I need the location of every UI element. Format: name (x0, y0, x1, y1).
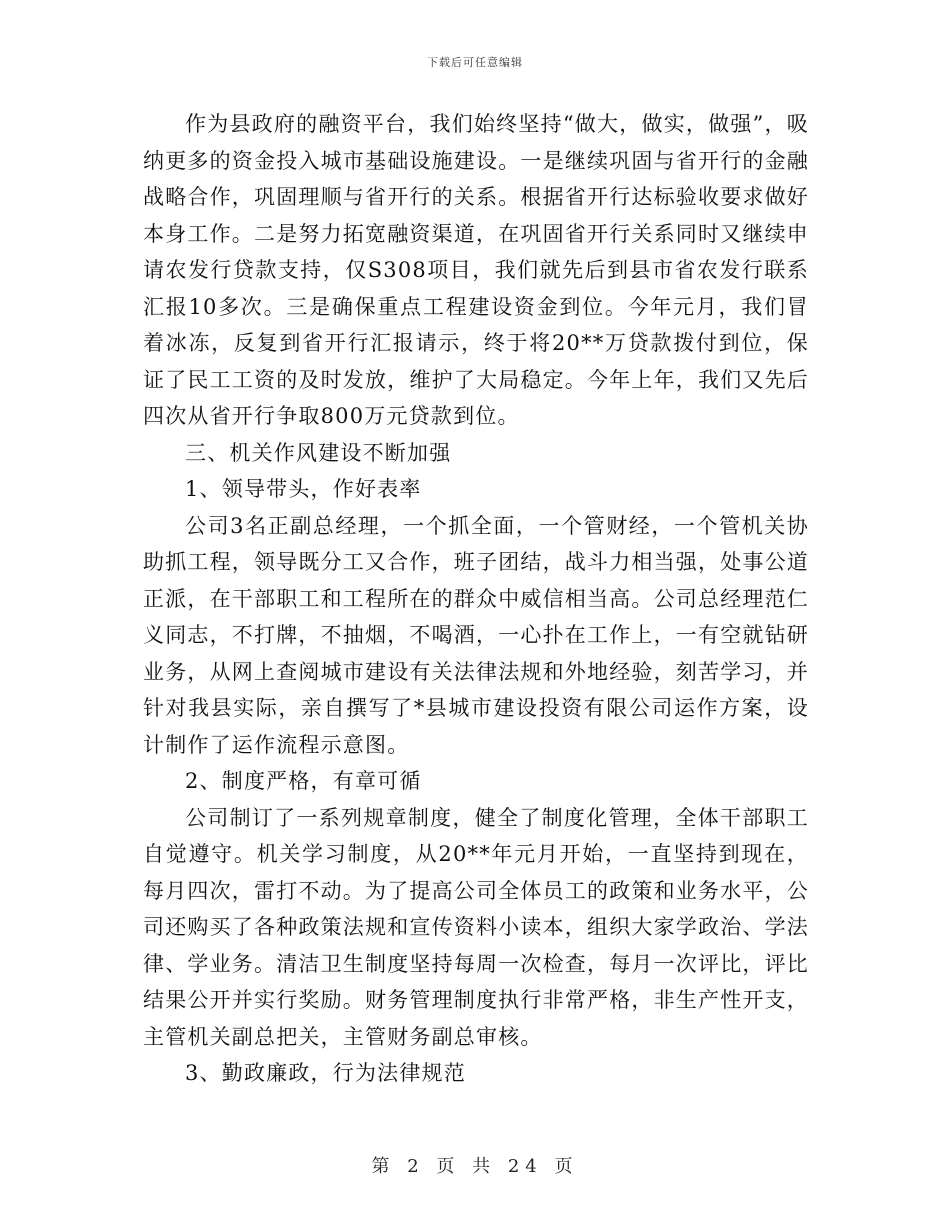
page-number: 第 2 页 共 24 页 (371, 1156, 579, 1177)
paragraph-leadership: 公司3名正副总经理，一个抓全面，一个管财经，一个管机关协助抓工程，领导既分工又合作，班子团结，战斗力相当强，处事公道正派，在干部职工和工程所在的群众中威信相当高。公司总经理范仁义同志，不打牌，不抽烟，不喝酒，一心扑在工作上，一有空就钻研业务，从网上查阅城市建设有关法律法规和外地经验，刻苦学习，并针对我县实际，亲自撰写了*县城市建设投资有限公司运作方案，设计制作了运作流程示意图。 (143, 513, 809, 757)
subheading-rules: 2、制度严格，有章可循 (185, 769, 422, 793)
section-heading-3: 三、机关作风建设不断加强 (185, 440, 452, 465)
paragraph-financing: 作为县政府的融资平台，我们始终坚持“做大，做实，做强”，吸纳更多的资金投入城市基础设施建设。一是继续巩固与省开行的金融战略合作，巩固理顺与省开行的关系。根据省开行达标验收要求做好本身工作。二是努力拓宽融资渠道，在巩固省开行关系同时又继续申请农发行贷款支持，仅S308项目，我们就先后到县市省农发行联系汇报10多次。三是确保重点工程建设资金到位。今年元月，我们冒着冰冻，反复到省开行汇报请示，终于将20**万贷款拨付到位，保证了民工工资的及时发放，维护了大局稳定。今年上年，我们又先后四次从省开行争取800万元贷款到位。 (143, 112, 809, 428)
subheading-integrity: 3、勤政廉政，行为法律规范 (185, 1061, 466, 1085)
header-note: 下载后可任意编辑 (427, 56, 523, 69)
paragraph-rules: 公司制订了一系列规章制度，健全了制度化管理，全体干部职工自觉遵守。机关学习制度，从20**年元月开始，一直坚持到现在，每月四次，雷打不动。为了提高公司全体员工的政策和业务水平，公司还购买了各种政策法规和宣传资料小读本，组织大家学政治、学法律、学业务。清洁卫生制度坚持每周一次检查，每月一次评比，评比结果公开并实行奖励。财务管理制度执行非常严格，非生产性开支，主管机关副总把关，主管财务副总审核。 (143, 805, 809, 1049)
document-body (143, 106, 809, 1092)
subheading-leadership: 1、领导带头，作好表率 (185, 477, 422, 501)
